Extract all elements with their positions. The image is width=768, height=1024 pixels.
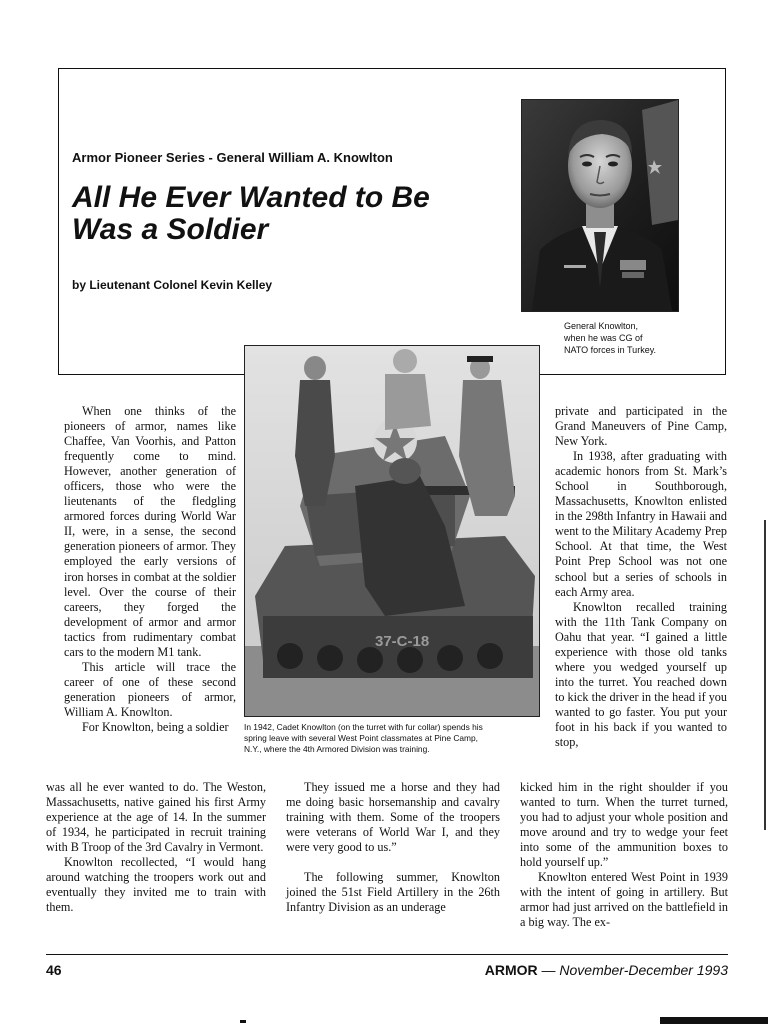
- portrait-photo: [521, 99, 679, 312]
- body-column-1-top: [64, 404, 236, 735]
- byline: by Lieutenant Colonel Kevin Kelley: [72, 278, 273, 292]
- paragraph: Knowlton recalled training with the 11th Tank Company on Oahu that year. “I gained a little experience with those old tanks where you wedged yourself up into the turret. You reached down to kick the driver in the head if you wanted to go faster. You put your foot in his back if you wanted to stop,: [555, 599, 727, 750]
- scan-tick-mark: [240, 1020, 246, 1023]
- paragraph: was all he ever wanted to do. The Weston, Massachusetts, native gained his first Army experience at the age of 14. In the summer of 1934, he participated in recruit training with B Troop of the 3rd Cavalry in Vermont.: [46, 780, 266, 855]
- paragraph: kicked him in the right shoulder if you wanted to turn. When the turret turned, you had to adjust your whole position and move around and try to wedge your feet into some of the ammunition boxes to hold yourself up.”: [520, 780, 728, 870]
- body-column-1-bottom: [46, 780, 266, 915]
- paragraph: Knowlton recollected, “I would hang around watching the troopers work out and eventually they invited me to train with them.: [46, 855, 266, 915]
- tank-caption-line: N.Y., where the 4th Armored Division was training.: [244, 744, 430, 754]
- paragraph: This article will trace the career of one of these second generation pioneers of armor, William A. Knowlton.: [64, 659, 236, 719]
- issue-date: November-December 1993: [559, 962, 728, 978]
- tank-caption-line: spring leave with several West Point classmates at Pine Camp,: [244, 733, 478, 743]
- page-number: 46: [46, 962, 62, 978]
- footer-publication: [432, 962, 728, 978]
- tank-photo-caption: [244, 722, 540, 755]
- paragraph: For Knowlton, being a soldier: [82, 719, 229, 734]
- tank-image: [245, 346, 539, 716]
- publication-name: ARMOR: [484, 962, 538, 978]
- portrait-image: [522, 100, 678, 311]
- body-column-3-bottom: [520, 780, 728, 930]
- series-label: Armor Pioneer Series - General William A. Knowlton: [72, 150, 393, 165]
- portrait-caption-line: General Knowlton,: [564, 321, 639, 331]
- footer-rule: [46, 954, 728, 955]
- hull-marking: 37-C-18: [375, 633, 430, 650]
- footer-dash: —: [537, 962, 560, 978]
- portrait-caption: [564, 320, 694, 356]
- scan-edge-mark: [660, 1017, 768, 1024]
- paragraph: They issued me a horse and they had me doing basic horsemanship and cavalry training with them. Some of the troopers were veterans of World War I, and they were very good to us.”: [286, 780, 500, 855]
- paragraph: In 1938, after graduating with academic honors from St. Mark’s School in Southborough, Massachusetts, Knowlton enlisted in the 298th Infantry in Hawaii and went to the Military Academy Prep School. At that time, the West Point Prep School was not one school but a series of schools in each Army area.: [555, 449, 727, 599]
- paragraph: The following summer, Knowlton joined the 51st Field Artillery in the 26th Infantry Division as an underage: [286, 870, 500, 915]
- portrait-caption-line: NATO forces in Turkey.: [564, 345, 657, 355]
- body-column-2-bottom: [286, 780, 500, 915]
- tank-caption-line: In 1942, Cadet Knowlton (on the turret with fur collar) spends his: [244, 722, 483, 732]
- paragraph: When one thinks of the pioneers of armor, names like Chaffee, Van Voorhis, and Patton frequently come to mind. However, another generation of officers, those who were the lieutenants of the fledgling armored forces during World War II, were, in a sense, the second generation pioneers of armor. They employed the early versions of iron horses in combat at the soldier level. Over the course of their careers, they forged the development of armor and armor tactics from rudimentary combat cars to the modern M1 tank.: [64, 404, 236, 659]
- portrait-caption-line: when he was CG of: [564, 333, 643, 343]
- tank-photo: [244, 345, 540, 717]
- body-column-3: [555, 404, 727, 750]
- paragraph: private and participated in the Grand Maneuvers of Pine Camp, New York.: [555, 404, 727, 449]
- article-title: [72, 182, 522, 246]
- scan-edge-line: [764, 520, 766, 830]
- title-line-1: All He Ever Wanted to Be: [72, 181, 430, 214]
- paragraph: Knowlton entered West Point in 1939 with the intent of going in artillery. But armor had just arrived on the battlefield in a big way. The ex-: [520, 870, 728, 930]
- title-line-2: Was a Soldier: [72, 213, 269, 246]
